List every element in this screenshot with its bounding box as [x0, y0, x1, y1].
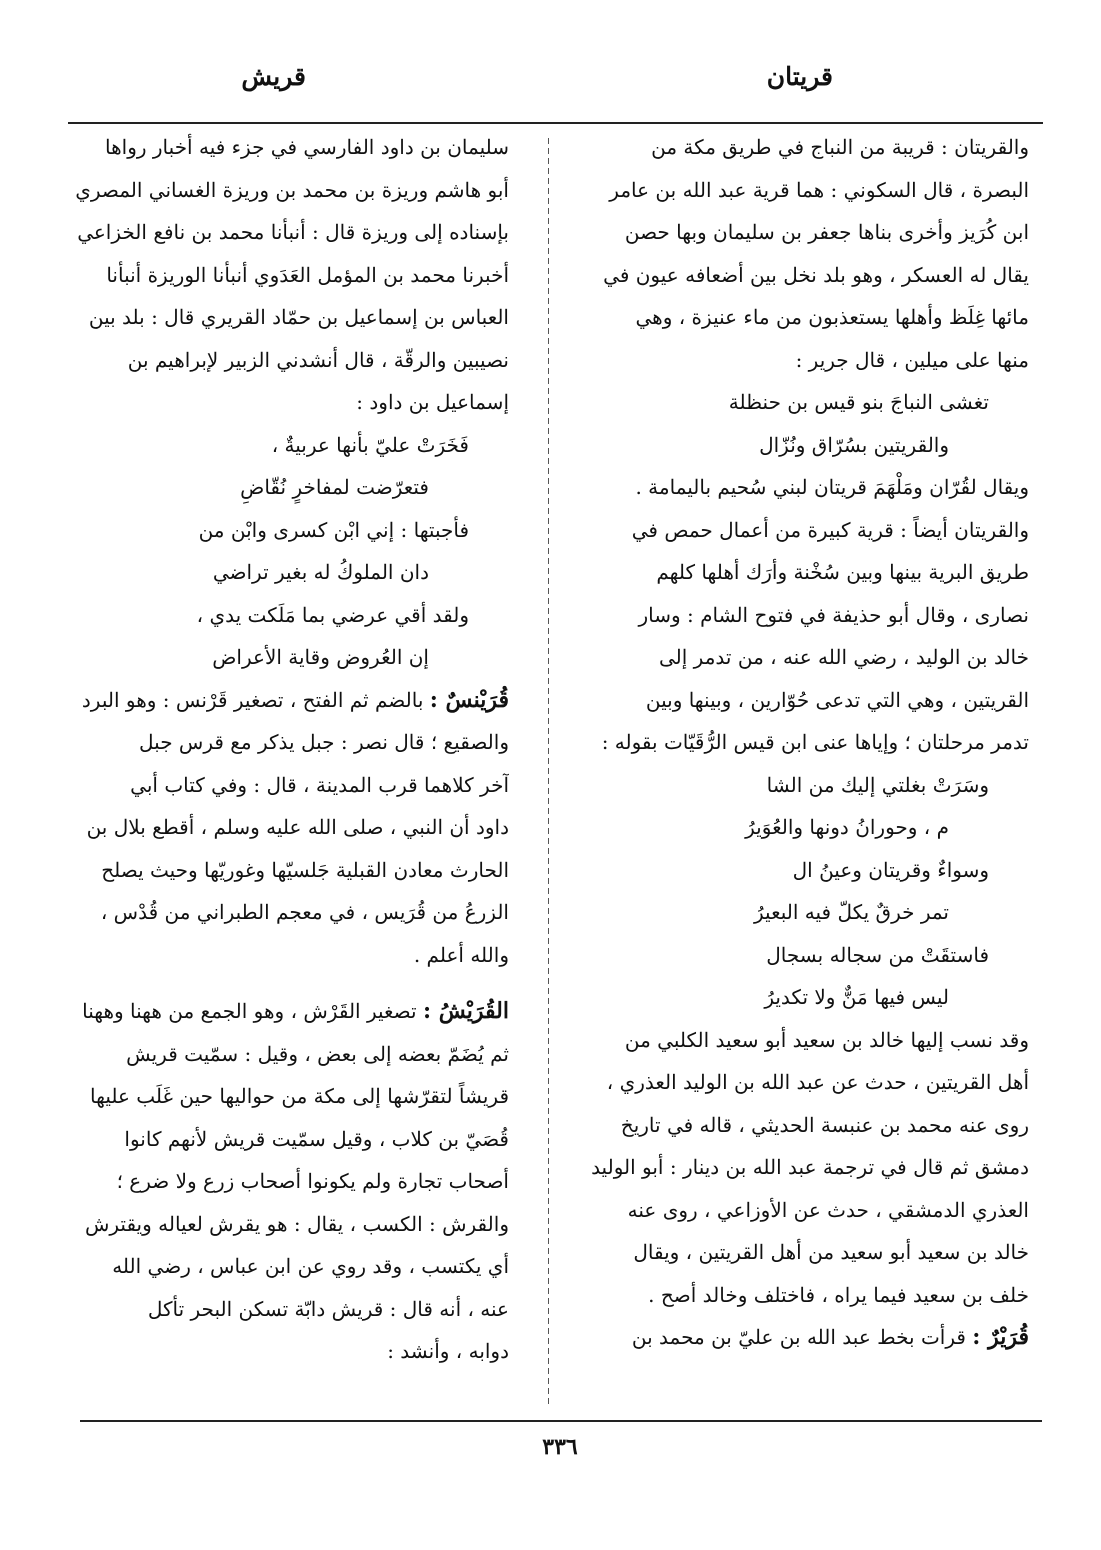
text-line: [61, 1203, 509, 1246]
entry-gap: [61, 976, 509, 990]
headword: القُرَيْشُ :: [422, 998, 509, 1024]
line-text: والقريتين بسُرّاق ونُزّال: [759, 432, 949, 457]
text-line: [61, 1245, 509, 1288]
line-text: تدمر مرحلتان ؛ وإياها عنى ابن قيس الرُّقَيّات بقوله :: [601, 730, 1029, 754]
line-text: عنه ، أنه قال : قريش دابّة تسكن البحر تأكل: [147, 1296, 509, 1321]
text-line: [61, 934, 509, 977]
text-line: [569, 721, 1029, 764]
verse-line: [569, 381, 1029, 424]
line-text: إسماعيل بن داود :: [356, 390, 509, 414]
line-text: دان الملوكُ له بغير تراضي: [212, 560, 429, 584]
line-text: وسواءٌ وقريتان وعينُ ال: [792, 857, 989, 882]
text-line: [61, 990, 509, 1033]
text-line: [569, 1231, 1029, 1274]
text-line: [569, 679, 1029, 722]
line-text: سليمان بن داود الفارسي في جزء فيه أخبار رواها: [105, 135, 509, 159]
line-text: يقال له العسكر ، وهو بلد نخل بين أضعافه عيون في: [603, 262, 1029, 287]
line-text: فَخَرَتْ عليّ بأنها عربيةٌ ،: [271, 432, 469, 457]
text-line: [61, 806, 509, 849]
column-divider: [548, 138, 549, 1408]
header-rule: [68, 122, 1043, 124]
text-line: [569, 466, 1029, 509]
text-line: [569, 296, 1029, 339]
text-line: [569, 339, 1029, 382]
text-line: [569, 169, 1029, 212]
line-text: والقريتان : قريبة من النباج في طريق مكة من: [651, 135, 1029, 159]
line-text: بإسناده إلى وريزة قال : أنبأنا محمد بن نافع الخزاعي: [77, 220, 509, 244]
text-line: [569, 509, 1029, 552]
line-text: ويقال لقُرّان ومَلْهَمَ قريتان لبني سُحيم باليمامة .: [635, 475, 1029, 499]
line-text: نصيبين والرقّة ، قال أنشدني الزبير لإبراهيم بن: [127, 347, 509, 372]
verse-line: [61, 509, 509, 552]
text-line: [569, 254, 1029, 297]
line-text: قرأت بخط عبد الله بن عليّ بن محمد بن: [631, 1325, 973, 1349]
text-line: [569, 1061, 1029, 1104]
line-text: والله أعلم .: [413, 942, 509, 967]
running-header-right: قريتان: [766, 62, 833, 91]
verse-line: [61, 424, 509, 467]
line-text: دمشق ثم قال في ترجمة عبد الله بن دينار : أبو الوليد: [591, 1155, 1029, 1179]
verse-line: [569, 764, 1029, 807]
text-line: [569, 211, 1029, 254]
verse-line: [569, 424, 1029, 467]
verse-line: [569, 934, 1029, 977]
text-line: [61, 339, 509, 382]
verse-line: [569, 891, 1029, 934]
line-text: منها على ميلين ، قال جرير :: [795, 347, 1029, 372]
verse-line: [61, 551, 509, 594]
line-text: القريتين ، وهي التي تدعى حُوّارين ، وبينها وبين: [645, 687, 1029, 712]
text-line: [61, 1160, 509, 1203]
line-text: والصقيع ؛ قال نصر : جبل يذكر مع قرس جبل: [139, 730, 509, 754]
line-text: والقريتان أيضاً : قرية كبيرة من أعمال حمص في: [631, 517, 1029, 542]
text-line: [61, 1033, 509, 1076]
line-text: قريشاً لتقرّشها إلى مكة من حواليها حين غَلَب عليها: [90, 1084, 509, 1108]
line-text: خلف بن سعيد فيما يراه ، فاختلف وخالد أصح .: [648, 1282, 1029, 1307]
text-line: [61, 126, 509, 169]
left-column: [61, 126, 509, 1373]
verse-line: [61, 594, 509, 637]
verse-line: [569, 976, 1029, 1019]
line-text: مائها غِلَظ وأهلها يستعذبون من ماء عنيزة ، وهي: [635, 305, 1029, 329]
right-column: [569, 126, 1029, 1359]
text-line: [569, 1019, 1029, 1062]
line-text: ثم يُضَمّ بعضه إلى بعض ، وقيل : سمّيت قريش: [126, 1041, 509, 1066]
line-text: قُصَيّ بن كلاب ، وقيل سمّيت قريش لأنهم كانوا: [124, 1126, 509, 1151]
text-line: [61, 1288, 509, 1331]
text-line: [569, 1146, 1029, 1189]
line-text: العذري الدمشقي ، حدث عن الأوزاعي ، روى عنه: [627, 1197, 1029, 1222]
text-line: [569, 126, 1029, 169]
line-text: خالد بن الوليد ، رضي الله عنه ، من تدمر إلى: [659, 645, 1029, 669]
text-line: [569, 636, 1029, 679]
line-text: فأجبتها : إني ابْن كسرى وابْن من: [198, 517, 469, 542]
line-text: تغشى النباجَ بنو قيس بن حنظلة: [728, 390, 989, 414]
text-line: [61, 381, 509, 424]
running-header-left: قريش: [241, 62, 306, 91]
line-text: ولقد أقي عرضي بما مَلَكت يدي ،: [196, 602, 469, 627]
line-text: تصغير القَرْش ، وهو الجمع من ههنا وههنا: [82, 999, 423, 1023]
text-line: [61, 211, 509, 254]
text-line: [61, 764, 509, 807]
line-text: البصرة ، قال السكوني : هما قرية عبد الله بن عامر: [609, 177, 1029, 202]
line-text: وسَرَتْ بغلتي إليك من الشا: [766, 772, 989, 797]
text-line: [569, 1274, 1029, 1317]
line-text: أبو هاشم وريزة بن محمد بن وريزة الغساني المصري: [75, 177, 509, 202]
text-line: [61, 849, 509, 892]
verse-line: [569, 806, 1029, 849]
text-line: [569, 594, 1029, 637]
line-text: أصحاب تجارة ولم يكونوا أصحاب زرع ولا ضرع ؛: [116, 1169, 509, 1193]
text-line: [61, 254, 509, 297]
line-text: أخبرنا محمد بن المؤمل العَدَوي أنبأنا الوريزة أنبأنا: [106, 262, 509, 287]
line-text: بالضم ثم الفتح ، تصغير قَرْنس : وهو البرد: [81, 687, 430, 712]
headword: قُرَيْنسٌ :: [429, 686, 509, 713]
text-line: [61, 721, 509, 764]
line-text: إن العُروض وقاية الأعراض: [212, 645, 429, 669]
line-text: فتعرّضت لمفاخرٍ نُقّاضِ: [240, 475, 429, 499]
line-text: خالد بن سعيد أبو سعيد من أهل القريتين ، ويقال: [633, 1240, 1029, 1264]
text-line: [61, 891, 509, 934]
line-text: الحارث معادن القبلية جَلسيّها وغوريّها وحيث يصلح: [101, 857, 509, 882]
text-line: [569, 1104, 1029, 1147]
line-text: طريق البرية بينها وبين سُخْنة وأرَك أهلها كلهم: [656, 560, 1029, 584]
line-text: الزرعُ من قُرَيس ، في معجم الطبراني من قُدْس ،: [100, 900, 509, 924]
line-text: وقد نسب إليها خالد بن سعيد أبو سعيد الكلبي من: [624, 1027, 1029, 1052]
text-line: [61, 169, 509, 212]
line-text: م ، وحورانُ دونها والعُوَيرُ: [745, 815, 949, 839]
text-line: [61, 1330, 509, 1373]
verse-line: [61, 466, 509, 509]
text-line: [61, 679, 509, 722]
verse-line: [61, 636, 509, 679]
line-text: أي يكتسب ، وقد روي عن ابن عباس ، رضي الله: [112, 1254, 509, 1278]
line-text: داود أن النبي ، صلى الله عليه وسلم ، أقطع بلال بن: [86, 815, 509, 839]
line-text: دوابه ، وأنشد :: [387, 1339, 509, 1363]
footer-rule: [80, 1420, 1042, 1422]
text-line: [569, 1189, 1029, 1232]
text-line: [61, 1075, 509, 1118]
line-text: العباس بن إسماعيل بن حمّاد القريري قال : بلد بين: [88, 305, 509, 329]
text-line: [61, 1118, 509, 1161]
text-line: [61, 296, 509, 339]
line-text: روى عنه محمد بن عنبسة الحديثي ، قاله في تاريخ: [620, 1112, 1029, 1137]
line-text: ليس فيها مَنٌّ ولا تكديرُ: [764, 985, 949, 1009]
line-text: والقرش : الكسب ، يقال : هو يقرش لعياله ويقترش: [84, 1211, 509, 1236]
line-text: آخر كلاهما قرب المدينة ، قال : وفي كتاب أبي: [130, 772, 509, 797]
verse-line: [569, 849, 1029, 892]
line-text: ابن كُرَيز وأخرى بناها جعفر بن سليمان وبها حصن: [624, 220, 1029, 244]
line-text: تمر خرقٌ يكلّ فيه البعيرُ: [754, 900, 949, 924]
line-text: أهل القريتين ، حدث عن عبد الله بن الوليد العذري ،: [606, 1070, 1029, 1094]
headword: قُرَيْرٌ :: [972, 1324, 1029, 1350]
page-number: ٣٣٦: [542, 1434, 578, 1460]
line-text: فاستقَتْ من سجاله بسجال: [766, 942, 989, 967]
text-line: [569, 1316, 1029, 1359]
text-line: [569, 551, 1029, 594]
line-text: نصارى ، وقال أبو حذيفة في فتوح الشام : وسار: [638, 602, 1029, 627]
